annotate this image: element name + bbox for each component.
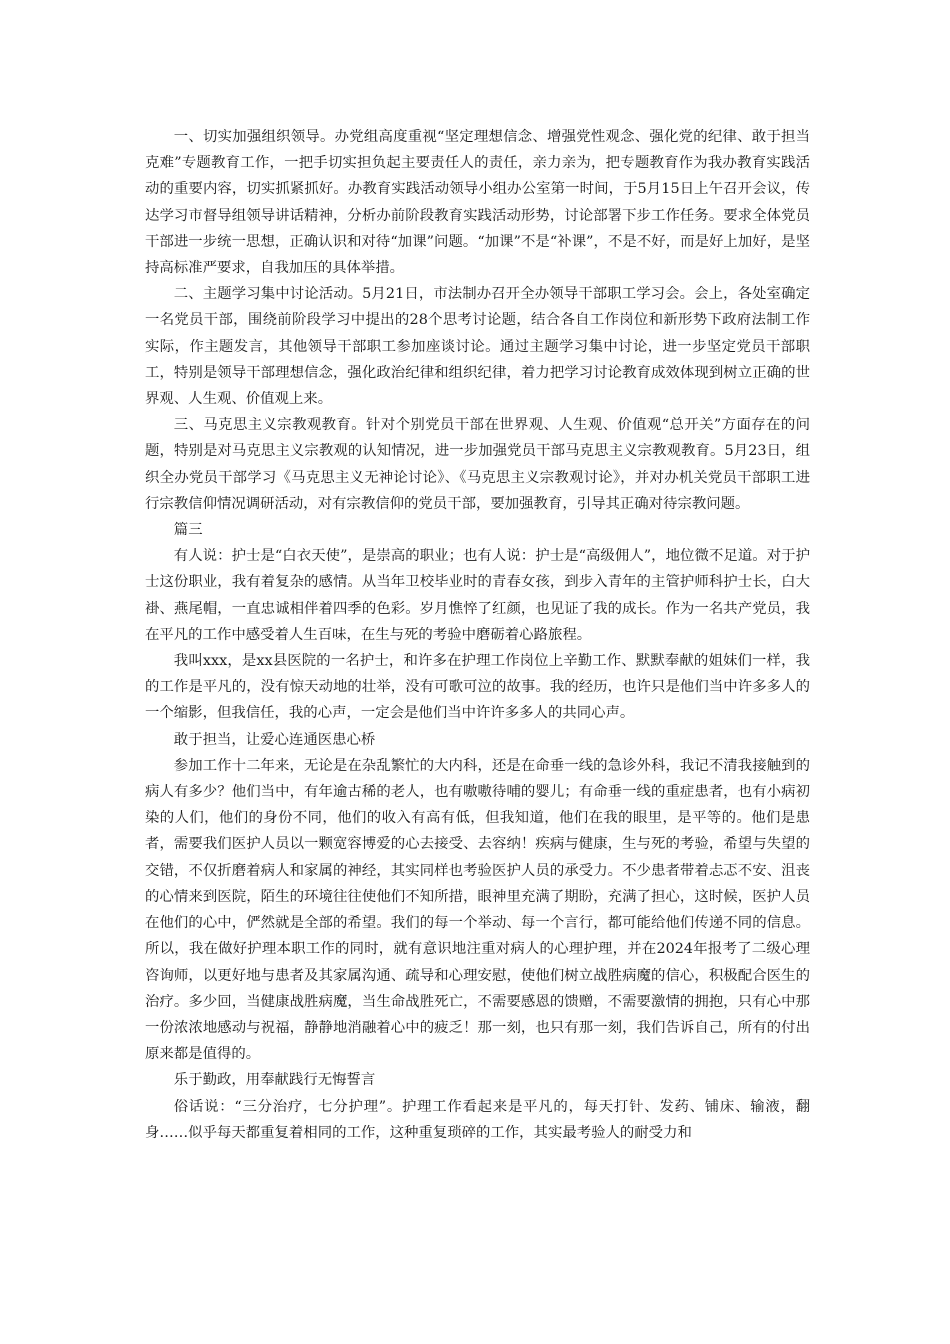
paragraph-study-discussion: 二、主题学习集中讨论活动。5月21日，市法制办召开全办领导干部职工学习会。会上，各处室确定一名党员干部，围绕前阶段学习中提出的28个思考讨论题，结合各自工作岗位和新形势下政府法制工作实际，作主题发言，其他领导干部职工参加座谈讨论。通过主题学习集中讨论，进一步坚定党员干部职工，特别是领导干部理想信念，强化政治纪律和组织纪律，着力把学习讨论教育成效体现到树立正确的世界观、人生观、价值观上来。: [145, 286, 810, 408]
section-heading-part-three: 篇三: [173, 522, 203, 539]
paragraph-leadership: 一、切实加强组织领导。办党组高度重视“坚定理想信念、增强党性观念、强化党的纪律、敢于担当克难”专题教育工作，一把手切实担负起主要责任人的责任，亲力亲为，把专题教育作为我办教育实践活动的重要内容，切实抓紧抓好。办教育实践活动领导小组办公室第一时间，于5月15日上午召开会议，传达学习市督导组领导讲话精神，分析办前阶段教育实践活动形势，讨论部署下步工作任务。要求全体党员干部进一步统一思想，正确认识和对待“加课”问题。“加课”不是“补课”，不是不好，而是好上加好，是坚持高标准严要求，自我加压的具体举措。: [145, 129, 810, 277]
subheading-bridge: 敢于担当，让爱心连通医患心桥: [173, 731, 376, 748]
paragraph-proverb: 俗话说：“三分治疗，七分护理”。护理工作看起来是平凡的，每天打针、发药、铺床、输液，翻身……似乎每天都重复着相同的工作，这种重复琐碎的工作，其实最考验人的耐受力和: [145, 1098, 810, 1141]
subheading-dedication: 乐于勤政，用奉献践行无悔誓言: [173, 1072, 376, 1089]
document-body: [145, 124, 810, 1146]
paragraph-nurse-intro: 有人说：护士是“白衣天使”，是崇高的职业；也有人说：护士是“高级佣人”，地位微不足道。对于护士这份职业，我有着复杂的感情。从当年卫校毕业时的青春女孩，到步入青年的主管护师科护士长，白大褂、燕尾帽，一直忠诚相伴着四季的色彩。岁月憔悴了红颜，也见证了我的成长。作为一名共产党员，我在平凡的工作中感受着人生百味，在生与死的考验中磨砺着心路旅程。: [145, 548, 810, 643]
paragraph-self-intro: 我叫xxx，是xx县医院的一名护士，和许多在护理工作岗位上辛勤工作、默默奉献的姐妹们一样，我的工作是平凡的，没有惊天动地的壮举，没有可歌可泣的故事。我的经历，也许只是他们当中许多多人的一个缩影，但我信任，我的心声，一定会是他们当中许许多多人的共同心声。: [145, 653, 810, 722]
paragraph-religion-education: 三、马克思主义宗教观教育。针对个别党员干部在世界观、人生观、价值观“总开关”方面存在的问题，特别是对马克思主义宗教观的认知情况，进一步加强党员干部马克思主义宗教观教育。5月23日，组织全办党员干部学习《马克思主义无神论讨论》、《马克思主义宗教观讨论》，并对办机关党员干部职工进行宗教信仰情况调研活动，对有宗教信仰的党员干部，要加强教育，引导其正确对待宗教问题。: [145, 417, 810, 512]
paragraph-twelve-years: 参加工作十二年来，无论是在杂乱繁忙的大内科，还是在命垂一线的急诊外科，我记不清我接触到的病人有多少？他们当中，有年逾古稀的老人，也有嗷嗷待哺的婴儿；有命垂一线的重症患者，也有小病初染的人们，他们的身份不同，他们的收入有高有低，但我知道，他们在我的眼里，是平等的。他们是患者，需要我们医护人员以一颗宽容博爱的心去接受、去容纳！疾病与健康，生与死的考验，希望与失望的交错，不仅折磨着病人和家属的神经，其实同样也考验医护人员的承受力。不少患者带着忐忑不安、沮丧的心情来到医院，陌生的环境往往使他们不知所措，眼神里充满了期盼，充满了担心，这时候，医护人员在他们的心中，俨然就是全部的希望。我们的每一个举动、每一个言行，都可能给他们传递不同的信息。所以，我在做好护理本职工作的同时，就有意识地注重对病人的心理护理，并在2024年报考了二级心理咨询师，以更好地与患者及其家属沟通、疏导和心理安慰，使他们树立战胜病魔的信心，积极配合医生的治疗。多少回，当健康战胜病魔，当生命战胜死亡，不需要感恩的馈赠，不需要激情的拥抱，只有心中那一份浓浓地感动与祝福，静静地消融着心中的疲乏！那一刻，也只有那一刻，我们告诉自己，所有的付出原来都是值得的。: [145, 757, 810, 1063]
